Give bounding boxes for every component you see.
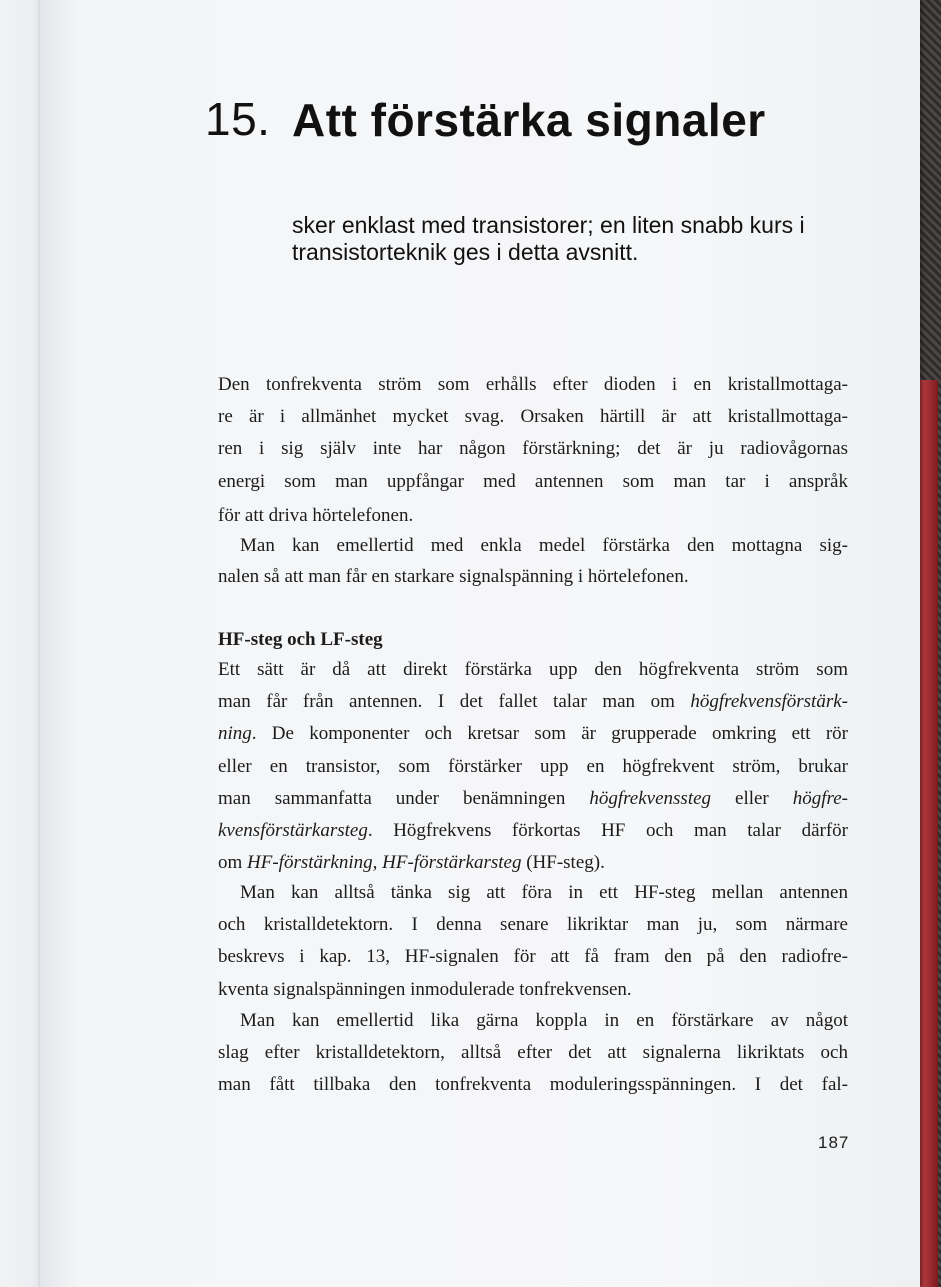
italic-term: högfrekvensförstärk- [690,691,848,712]
text-line: Den tonfrekventa ström som erhålls efter dioden i en kristallmottaga- [218,374,848,395]
text-line: beskrevs i kap. 13, HF-signalen för att få fram den på den radiofre- [218,946,848,967]
section-heading: HF-steg och LF-steg [218,629,383,650]
text-run: eller [711,788,793,809]
text-line: re är i allmänhet mycket svag. Orsaken härtill är att kristallmottaga- [218,406,848,427]
text-run: man får från antennen. I det fallet talar man om [218,691,691,712]
page-number: 187 [818,1133,850,1152]
italic-term: HF-förstärkning, HF-förstärkarsteg [247,852,522,873]
text-line: eller en transistor, som förstärker upp en högfrekvent ström, brukar [218,756,848,777]
text-line [218,820,848,842]
text-line: Man kan alltså tänka sig att föra in ett HF-steg mellan antennen [240,882,848,903]
text-line: och kristalldetektorn. I denna senare likriktar man ju, som närmare [218,914,848,935]
chapter-title: Att förstärka signaler [292,94,766,146]
text-line: man fått tillbaka den tonfrekventa moduleringsspänningen. I det fal- [218,1074,848,1095]
text-line: slag efter kristalldetektorn, alltså efter det att signalerna likriktats och [218,1042,848,1063]
text-run: man sammanfatta under benämningen [218,788,590,809]
text-line: kventa signalspänningen inmodulerade tonfrekvensen. [218,979,632,1000]
text-line [218,852,848,874]
text-line [218,691,848,713]
italic-term: högfre- [792,788,848,809]
text-line: energi som man uppfångar med antennen som man tar i anspråk [218,471,848,492]
text-line: Ett sätt är då att direkt förstärka upp den högfrekventa ström som [218,659,848,680]
text-run: (HF-steg). [521,852,605,873]
text-line: ren i sig själv inte har någon förstärkning; det är ju radiovågornas [218,438,848,459]
text-line: nalen så att man får en starkare signalspänning i hörtelefonen. [218,566,689,587]
text-run: . De komponenter och kretsar som är grupperade omkring ett rör [251,723,848,744]
italic-term: högfrekvenssteg [589,788,712,809]
text-line [218,723,848,745]
chapter-subtitle: sker enklast med transistorer; en liten snabb kurs i transistorteknik ges i detta avsnitt. [292,212,805,265]
italic-term: kvensförstärkarsteg [218,820,368,841]
chapter-number: 15. [205,93,271,145]
text-line: Man kan emellertid lika gärna koppla in en förstärkare av något [240,1010,848,1031]
text-run: . Högfrekvens förkortas HF och man talar därför [367,820,848,841]
text-line [218,788,848,810]
text-line: för att driva hörtelefonen. [218,505,414,526]
text-line: Man kan emellertid med enkla medel förstärka den mottagna sig- [240,535,848,556]
italic-term: ning [218,723,252,744]
text-run: om [218,852,248,873]
